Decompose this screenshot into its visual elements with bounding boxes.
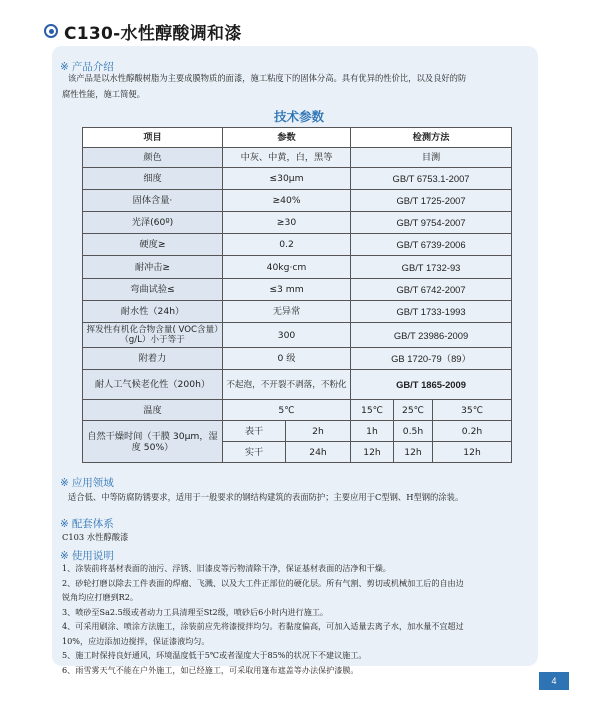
table-row — [83, 256, 512, 279]
row-label: 挥发性有机化合物含量( VOC含量）（g/L）小于等于 — [83, 323, 223, 348]
usage-line: 3、喷砂至Sa2.5级或者动力工具清理至St2级，喷砂后6小时内进行施工。 — [62, 606, 329, 617]
header-cell: 参数 — [223, 128, 351, 148]
row-method: GB/T 1725-2007 — [351, 190, 512, 212]
intro-line: 腐性性能，施工简便。 — [62, 89, 145, 99]
row-method: GB/T 6742-2007 — [351, 279, 512, 301]
row-value: ≤30μm — [223, 168, 351, 190]
temperature-label: 温度 — [83, 400, 223, 421]
header-cell: 项目 — [83, 128, 223, 148]
usage-line: 10%，应边添加边搅拌，保证漆液均匀。 — [62, 635, 210, 646]
row-value: 0.2 — [223, 234, 351, 256]
row-label: 硬度≥ — [83, 234, 223, 256]
row-label: 耐水性（24h） — [83, 301, 223, 323]
row-method: 目测 — [351, 148, 512, 168]
intro-line: 该产品是以水性醇酸树脂为主要成膜物质的面漆，施工粘度下的固体分高。具有优异的性价比，以及良好的防 — [68, 73, 467, 83]
dry-time-cell: 0.2h — [433, 421, 512, 442]
header — [44, 20, 242, 42]
header-cell: 检测方法 — [351, 128, 512, 148]
dry-time-cell: 12h — [433, 442, 512, 463]
row-value: 0 级 — [223, 348, 351, 370]
table-row — [83, 234, 512, 256]
table-row — [83, 323, 512, 348]
row-method: GB/T 6739-2006 — [351, 234, 512, 256]
usage-line: 2、砂轮打磨以除去工件表面的焊瘤、飞溅、以及大工件正部位的硬化层。所有气割、剪切或机械加工后的自由边 — [62, 577, 464, 588]
row-method: GB/T 1733-1993 — [351, 301, 512, 323]
dry-stage-label: 实干 — [223, 442, 286, 463]
table-row — [83, 148, 512, 168]
dry-time-cell: 0.5h — [394, 421, 433, 442]
usage-line: 5、施工时保持良好通风，环境温度低于5℃或者湿度大于85%的状况下不建议施工。 — [62, 650, 367, 660]
table-row — [83, 212, 512, 234]
row-label: 光泽(60º) — [83, 212, 223, 234]
spec-table — [82, 127, 512, 463]
usage-line: 6、雨雪雾天气不能在户外施工，如已经施工，可采取用篷布遮盖等办法保护漆膜。 — [62, 664, 359, 675]
page-title: C130-水性醇酸调和漆 — [64, 23, 242, 44]
row-label: 细度 — [83, 168, 223, 190]
row-value: 300 — [223, 323, 351, 348]
table-row — [83, 168, 512, 190]
row-value: ≥40% — [223, 190, 351, 212]
page-number: 4 — [539, 672, 569, 690]
table-title: 技术参数 — [273, 109, 324, 124]
section-heading-usage: ※ 使用说明 — [60, 550, 114, 562]
row-method: GB/T 1732-93 — [351, 256, 512, 279]
dry-time-label: 自然干燥时间（干膜 30μm，湿度 50%） — [83, 421, 223, 463]
row-label: 耐冲击≥ — [83, 256, 223, 279]
temperature-row — [83, 400, 512, 421]
section-heading-system: ※ 配套体系 — [60, 518, 114, 530]
row-value: 无异常 — [223, 301, 351, 323]
section-heading-application: ※ 应用领域 — [60, 477, 114, 489]
section-heading-intro: ※ 产品介绍 — [60, 61, 114, 73]
row-label: 弯曲试验≤ — [83, 279, 223, 301]
table-row — [83, 279, 512, 301]
dry-time-cell: 12h — [394, 442, 433, 463]
bullet-circle-icon — [44, 24, 58, 38]
row-method: GB/T 9754-2007 — [351, 212, 512, 234]
table-row — [83, 348, 512, 370]
system-text: C103 水性醇酸漆 — [62, 532, 129, 542]
usage-line: 1、涂装前将基材表面的油污、浮锈、旧漆皮等污物清除干净，保证基材表面的洁净和干燥。 — [62, 563, 391, 573]
row-method: GB/T 6753.1-2007 — [351, 168, 512, 190]
row-label: 耐人工气候老化性（200h） — [83, 370, 223, 400]
intro-text — [62, 70, 536, 102]
row-label: 固体含量· — [83, 190, 223, 212]
table-header-row — [83, 128, 512, 148]
dry-time-cell: 12h — [351, 442, 394, 463]
row-value: 不起泡，不开裂不剥落，不粉化 — [223, 370, 351, 400]
dry-time-cell: 1h — [351, 421, 394, 442]
row-label: 颜色 — [83, 148, 223, 168]
usage-line: 锐角均应打磨到R2。 — [62, 592, 138, 602]
dry-time-row — [83, 421, 512, 442]
row-value: ≤3 mm — [223, 279, 351, 301]
table-row — [83, 301, 512, 323]
dry-time-cell: 24h — [286, 442, 351, 463]
application-text: 适合低、中等防腐防锈要求，适用于一般要求的钢结构建筑的表面防护；主要应用于C型钢、H型钢的涂装。 — [68, 492, 464, 502]
row-label: 附着力 — [83, 348, 223, 370]
usage-list — [62, 561, 540, 677]
temperature-cell: 25℃ — [394, 400, 433, 421]
row-value: 中灰、中黄，白，黑等 — [223, 148, 351, 168]
dry-time-cell: 2h — [286, 421, 351, 442]
row-value: 40kg·cm — [223, 256, 351, 279]
temperature-cell: 5℃ — [223, 400, 351, 421]
temperature-cell: 15℃ — [351, 400, 394, 421]
table-row — [83, 370, 512, 400]
row-method: GB/T 1865-2009 — [351, 370, 512, 400]
row-method: GB 1720-79（89） — [351, 348, 512, 370]
table-row — [83, 190, 512, 212]
dry-stage-label: 表干 — [223, 421, 286, 442]
row-value: ≥30 — [223, 212, 351, 234]
row-method: GB/T 23986-2009 — [351, 323, 512, 348]
usage-line: 4、可采用刷涂、喷涂方法施工，涂装前应先将漆搅拌均匀。若黏度偏高，可加入适量去离子水，加水量不宜超过 — [62, 621, 464, 631]
temperature-cell: 35℃ — [433, 400, 512, 421]
